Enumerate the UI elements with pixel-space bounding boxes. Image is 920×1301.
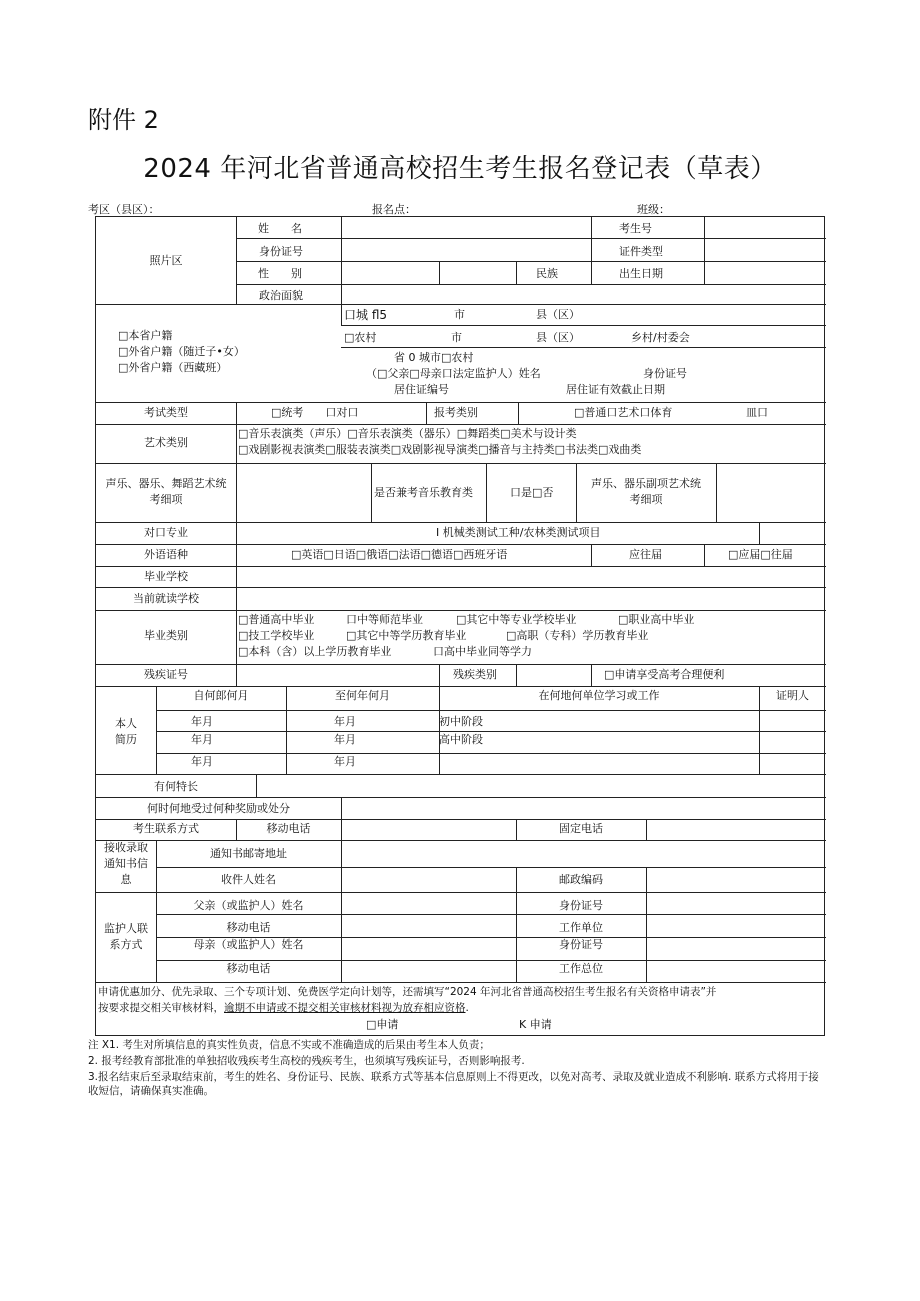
resume-from-ym: 年月 (191, 755, 213, 768)
guardian-contact-label-2: 系方式 (109, 938, 143, 951)
note-3: 3.报名结束后至录取结束前，考生的姓名、身份证号、民族、联系方式等基本信息原则上不得更改，以免对高考、录取及就业造成不利影响. 联系方式将用于接收短信，请确保真实准确。 (88, 1071, 819, 1097)
resume-label: 本人 (115, 717, 137, 730)
mother-name-label: 母亲（或监护人）姓名 (193, 938, 304, 951)
art-category-options-2[interactable]: □戏剧影视表演类□服装表演类□戏剧影视导演类□播音与主持类□书法类□戏曲类 (238, 443, 642, 456)
household-option-migrant[interactable]: □外省户籍（随迁子•女） (118, 345, 245, 358)
resume-from-header: 自何郎何月 (193, 689, 249, 702)
migrant-origin-line: 省 0 城市□农村 (394, 351, 474, 364)
household-urban-county: 县（区） (536, 308, 580, 321)
gender-label: 性 别 (258, 267, 302, 280)
performance-subitem-label: 声乐、器乐、舞蹈艺术统 (105, 477, 227, 490)
minor-subitem-label-2: 考细项 (629, 493, 663, 506)
art-category-options-1[interactable]: □音乐表演类（声乐）□音乐表演类（器乐）□舞蹈类□美术与设计类 (238, 427, 577, 440)
music-education-label: 是否兼考音乐教育类 (374, 486, 473, 499)
recipient-name-label: 收件人姓名 (221, 873, 276, 886)
migrant-guardian-id: 身份证号 (643, 367, 687, 380)
specialty-label: 有何特长 (154, 780, 198, 793)
father-name-label: 父亲（或监护人）姓名 (193, 899, 304, 912)
name-label: 姓 名 (258, 222, 302, 235)
photo-area[interactable]: 照片区 (149, 254, 183, 267)
exam-type-label: 考试类型 (144, 406, 188, 419)
resume-to-ym: 年月 (334, 715, 356, 728)
father-id-label: 身份证号 (559, 899, 603, 912)
graduation-type-option[interactable]: □技工学校毕业 (238, 629, 315, 642)
note-1: 注 X1. 考生对所填信息的真实性负责，信息不实或不准确造成的后果由考生本人负责； (88, 1039, 490, 1051)
minor-subitem-label: 声乐、器乐副项艺术统 (591, 477, 701, 490)
notice-info-label-3: 息 (120, 873, 132, 886)
apply-notice-part-c: . (465, 1002, 469, 1014)
mobile-label: 移动电话 (266, 822, 311, 835)
notice-info-label: 接收录取 (104, 841, 148, 854)
father-mobile-label: 移动电话 (226, 921, 271, 934)
apply-notice-underlined: 逾期不申请或不提交相关审核材料视为放弃相应资格 (224, 1002, 466, 1014)
id-number-label: 身份证号 (259, 245, 303, 258)
music-education-options[interactable]: 口是□否 (510, 486, 554, 499)
residence-permit-number: 居住证编号 (394, 383, 449, 396)
vocational-major-label: 对口专业 (144, 526, 188, 539)
accommodation-request-option[interactable]: □申请享受高考合理便利 (604, 668, 725, 681)
note-2: 2. 报考经教育部批准的单独招收残疾考生高校的残疾考生，也须填写残疾证号，否则影响报考. (88, 1055, 525, 1067)
resume-label-2: 简历 (115, 733, 137, 746)
graduation-type-option[interactable]: 口高中毕业同等学力 (433, 645, 532, 658)
exam-type-options[interactable]: □统考 口对口 (271, 406, 359, 419)
resume-stage-senior: 高中阶段 (439, 733, 483, 746)
performance-subitem-label-2: 考细项 (149, 493, 183, 506)
language-label: 外语语种 (144, 548, 188, 561)
current-school-label: 当前就读学校 (133, 592, 199, 605)
exam-number-label: 考生号 (619, 222, 652, 235)
mother-id-label: 身份证号 (559, 938, 603, 951)
graduate-status-label: 应往届 (629, 548, 662, 561)
resume-stage-junior: 初中阶段 (439, 715, 483, 728)
category-label: 报考类别 (434, 406, 478, 419)
attachment-label: 附件 2 (88, 106, 159, 134)
vocational-major-value[interactable]: I 机械类测试工种/农林类测试项目 (436, 526, 601, 539)
graduation-type-option[interactable]: □高职（专科）学历教育毕业 (506, 629, 649, 642)
graduation-type-label: 毕业类别 (144, 629, 188, 642)
site-label: 报名点： (372, 203, 416, 216)
household-rural-city: 市 (451, 331, 462, 344)
apply-option-no[interactable]: K 申请 (519, 1018, 552, 1031)
resume-witness-header: 证明人 (776, 689, 809, 702)
mother-work-label: 工作总位 (559, 962, 603, 975)
apply-notice-line-2 (98, 1001, 469, 1015)
migrant-guardian-name: （□父亲□母亲口法定监护人）姓名 (366, 367, 541, 380)
page-title: 2024 年河北省普通高校招生考生报名登记表（草表） (143, 154, 777, 184)
notice-info-label-2: 通知书信 (104, 857, 148, 870)
resume-from-ym: 年月 (191, 715, 213, 728)
postcode-label: 邮政编码 (559, 873, 603, 886)
resume-to-ym: 年月 (334, 755, 356, 768)
contact-label: 考生联系方式 (133, 822, 199, 835)
awards-label: 何时何地受过何种奖励或处分 (147, 802, 290, 815)
graduation-school-label: 毕业学校 (144, 570, 188, 583)
category-options[interactable]: □普通口艺术口体育 (574, 406, 673, 419)
apply-notice-part-a: 按要求提交相关审核材料， (98, 1002, 224, 1014)
registration-form (95, 216, 825, 1036)
graduation-type-option[interactable]: □其它中等学历教育毕业 (346, 629, 467, 642)
residence-permit-expiry: 居住证有效截止日期 (566, 383, 665, 396)
politics-label: 政治面貌 (259, 289, 303, 302)
graduate-status-options[interactable]: □应届□往届 (728, 548, 793, 561)
apply-option-yes[interactable]: □申请 (366, 1018, 399, 1031)
graduation-type-option[interactable]: □本科（含）以上学历教育毕业 (238, 645, 392, 658)
district-label: 考区（县区）： (88, 203, 160, 216)
graduation-type-option[interactable]: □职业高中毕业 (618, 613, 695, 626)
language-options[interactable]: □英语□日语□俄语□法语□德语□西班牙语 (291, 548, 508, 561)
household-option-tibet[interactable]: □外省户籍（西藏班） (118, 361, 228, 374)
resume-to-header: 至何年何月 (335, 689, 390, 702)
graduation-type-option[interactable]: □普通高中毕业 (238, 613, 315, 626)
graduation-type-option[interactable]: □其它中等专业学校毕业 (456, 613, 577, 626)
ethnicity-label: 民族 (536, 267, 558, 280)
household-urban-city: 市 (454, 308, 465, 321)
art-category-label: 艺术类别 (144, 436, 188, 449)
guardian-contact-label: 监护人联 (104, 922, 148, 935)
graduation-type-option[interactable]: 口中等师范毕业 (346, 613, 423, 626)
father-work-label: 工作单位 (559, 921, 603, 934)
birth-date-label: 出生日期 (619, 267, 663, 280)
landline-label: 固定电话 (559, 822, 603, 835)
household-rural-county: 县（区） (536, 331, 580, 344)
class-label: 班级： (637, 203, 670, 216)
resume-from-ym: 年月 (191, 733, 213, 746)
apply-notice-line-1: 申请优惠加分、优先录取、三个专项计划、免费医学定向计划等，还需填写“2024 年河北省普通高校招生考生报名有关资格申请表”并 (98, 986, 717, 998)
resume-to-ym: 年月 (334, 733, 356, 746)
household-rural-village: 乡村/村委会 (631, 331, 690, 344)
resume-where-header: 在何地何单位学习或工作 (538, 689, 660, 702)
mailing-address-label: 通知书邮寄地址 (210, 847, 287, 860)
household-rural-option[interactable]: □农村 (344, 331, 377, 344)
mother-mobile-label: 移动电话 (226, 962, 271, 975)
category-extra[interactable]: 皿口 (746, 406, 768, 419)
household-urban-option[interactable]: 口城 fl5 (344, 308, 388, 322)
id-type-label: 证件类型 (619, 245, 663, 258)
household-option-local[interactable]: □本省户籍 (118, 329, 173, 342)
disability-type-label: 残疾类别 (453, 668, 497, 681)
disability-cert-label: 残疾证号 (144, 668, 188, 681)
